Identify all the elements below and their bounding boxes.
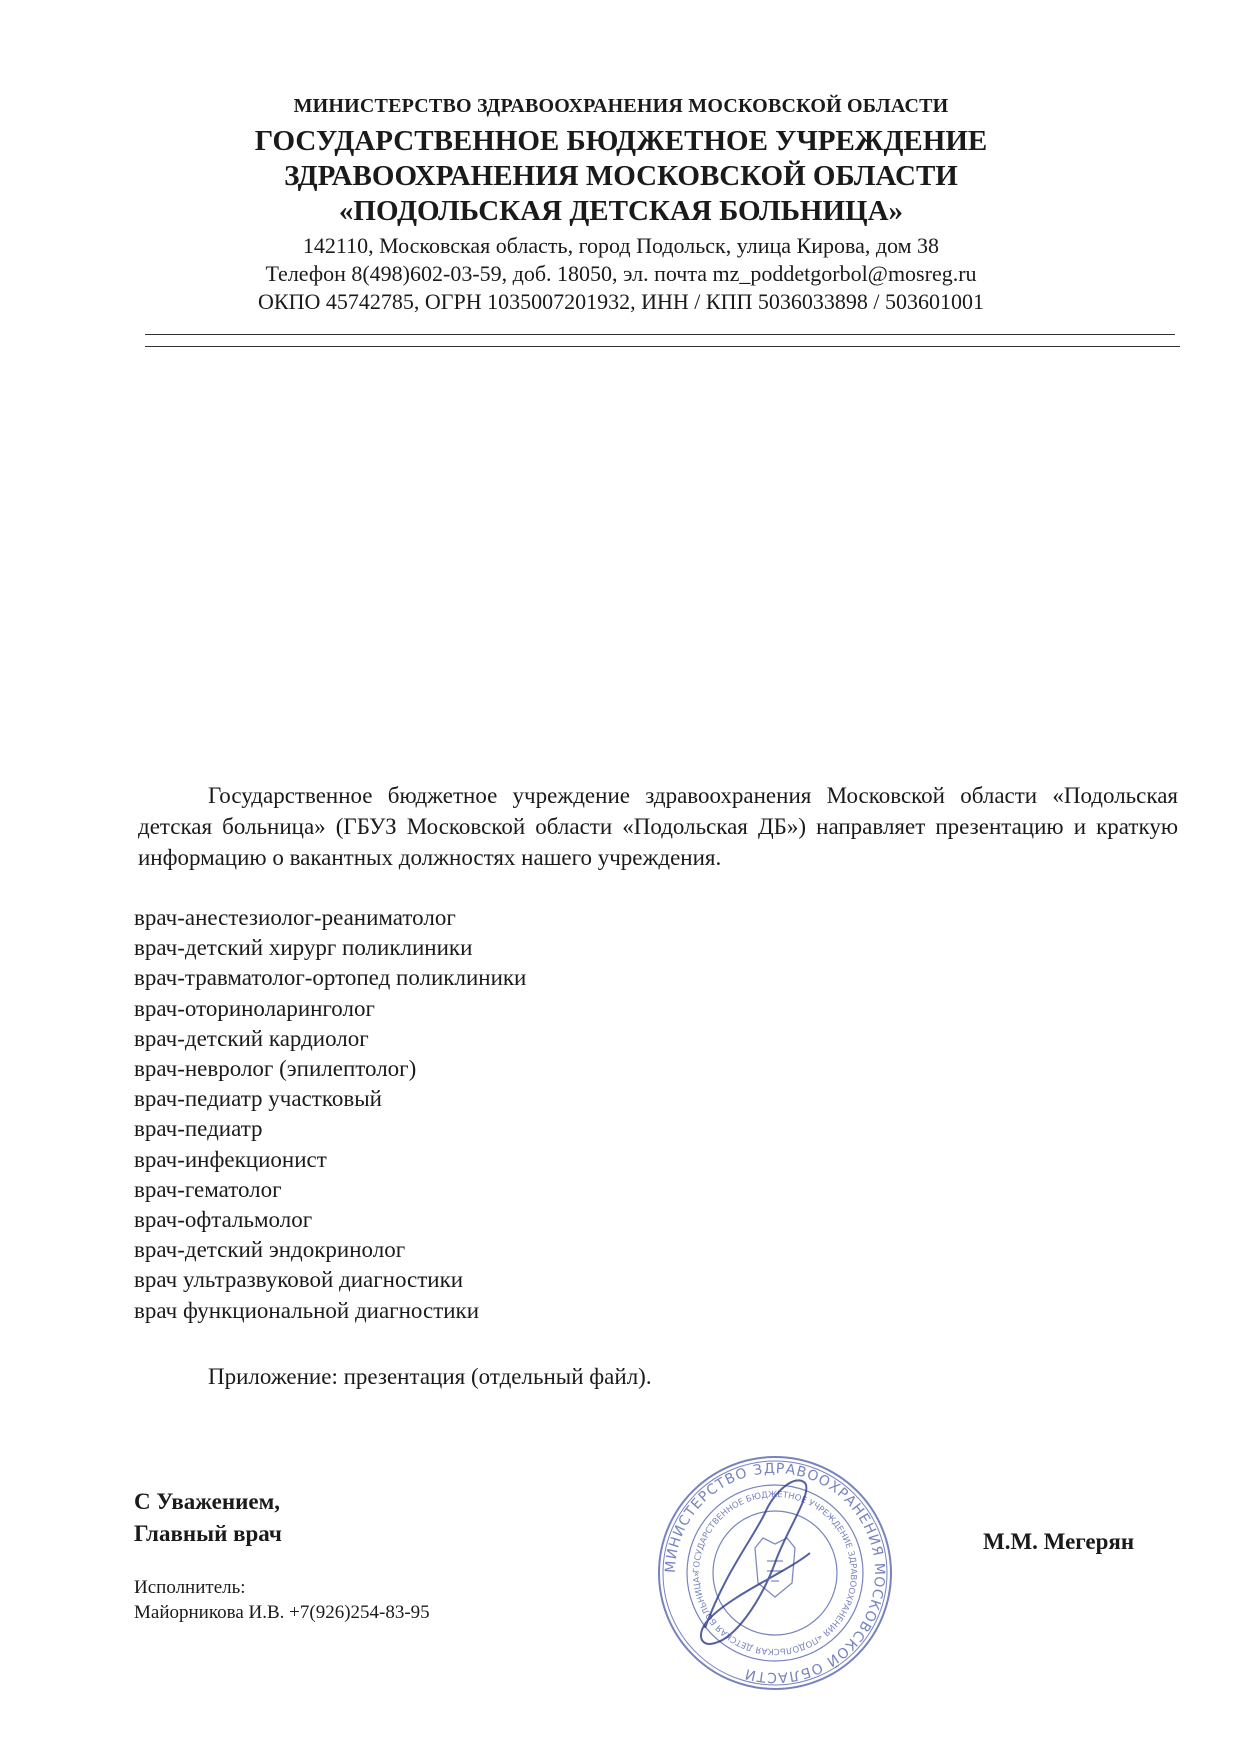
- executor-contact: Майорникова И.В. +7(926)254-83-95: [134, 1602, 430, 1623]
- list-item: врач ультразвуковой диагностики: [134, 1267, 464, 1293]
- list-item: врач-оториноларинголог: [134, 995, 375, 1021]
- organization-name-line-3: «ПОДОЛЬСКАЯ ДЕТСКАЯ БОЛЬНИЦА»: [338, 195, 904, 227]
- body-paragraph-text: Государственное бюджетное учреждение здравоохранения Московской области «Подольская детская больница» (ГБУЗ Московской области «Подольская ДБ») направляет презентацию и краткую информацию о вакантных должностях нашего учреждения.: [138, 783, 1178, 870]
- header-divider-top: [145, 334, 1175, 335]
- list-item: врач-педиатр: [134, 1116, 263, 1142]
- list-item: врач-невролог (эпилептолог): [134, 1056, 417, 1082]
- executor-block: [134, 1575, 430, 1625]
- organization-contacts: Телефон 8(498)602-03-59, доб. 18050, эл. почта mz_poddetgorbol@mosreg.ru: [265, 261, 977, 286]
- organization-name-line-1: ГОСУДАРСТВЕННОЕ БЮДЖЕТНОЕ УЧРЕЖДЕНИЕ: [254, 125, 988, 157]
- list-item: врач-травматолог-ортопед поликлиники: [134, 965, 527, 991]
- appendix-note: Приложение: презентация (отдельный файл).: [208, 1364, 652, 1389]
- list-item: врач-детский эндокринолог: [134, 1237, 406, 1263]
- official-seal-icon: [655, 1453, 895, 1693]
- header-divider-bottom: [145, 346, 1180, 347]
- executor-label: Исполнитель:: [134, 1577, 246, 1598]
- signer-position: Главный врач: [134, 1521, 282, 1546]
- signer-name: М.М. Мегерян: [983, 1529, 1135, 1554]
- list-item: врач-детский хирург поликлиники: [134, 935, 473, 961]
- list-item: врач-гематолог: [134, 1176, 282, 1202]
- signature-block: [134, 1486, 282, 1550]
- organization-requisites: ОКПО 45742785, ОГРН 1035007201932, ИНН / КПП 5036033898 / 503601001: [258, 289, 984, 314]
- list-item: врач функциональной диагностики: [134, 1297, 480, 1323]
- vacancy-list: [134, 903, 1034, 1326]
- list-item: врач-офтальмолог: [134, 1207, 313, 1233]
- ministry-name: МИНИСТЕРСТВО ЗДРАВООХРАНЕНИЯ МОСКОВСКОЙ ОБЛАСТИ: [293, 95, 949, 117]
- letter-body-paragraph: [138, 780, 1178, 873]
- list-item: врач-педиатр участковый: [134, 1086, 382, 1112]
- list-item: врач-анестезиолог-реаниматолог: [134, 905, 456, 930]
- regards-text: С Уважением,: [134, 1489, 280, 1514]
- list-item: врач-инфекционист: [134, 1146, 327, 1172]
- svg-text:МИНИСТЕРСТВО ЗДРАВООХРАНЕНИЯ М: МИНИСТЕРСТВО ЗДРАВООХРАНЕНИЯ МОСКОВСКОЙ ОБЛАСТИ: [662, 1460, 888, 1686]
- svg-text:ГОСУДАРСТВЕННОЕ БЮДЖЕТНОЕ УЧРЕ: ГОСУДАРСТВЕННОЕ БЮДЖЕТНОЕ УЧРЕЖДЕНИЕ ЗДРАВООХРАНЕНИЯ «ПОДОЛЬСКАЯ ДЕТСКАЯ БОЛЬНИЦА»: [691, 1489, 859, 1657]
- list-item: врач-детский кардиолог: [134, 1025, 369, 1051]
- organization-address: 142110, Московская область, город Подольск, улица Кирова, дом 38: [302, 233, 940, 258]
- organization-name-line-2: ЗДРАВООХРАНЕНИЯ МОСКОВСКОЙ ОБЛАСТИ: [284, 160, 958, 192]
